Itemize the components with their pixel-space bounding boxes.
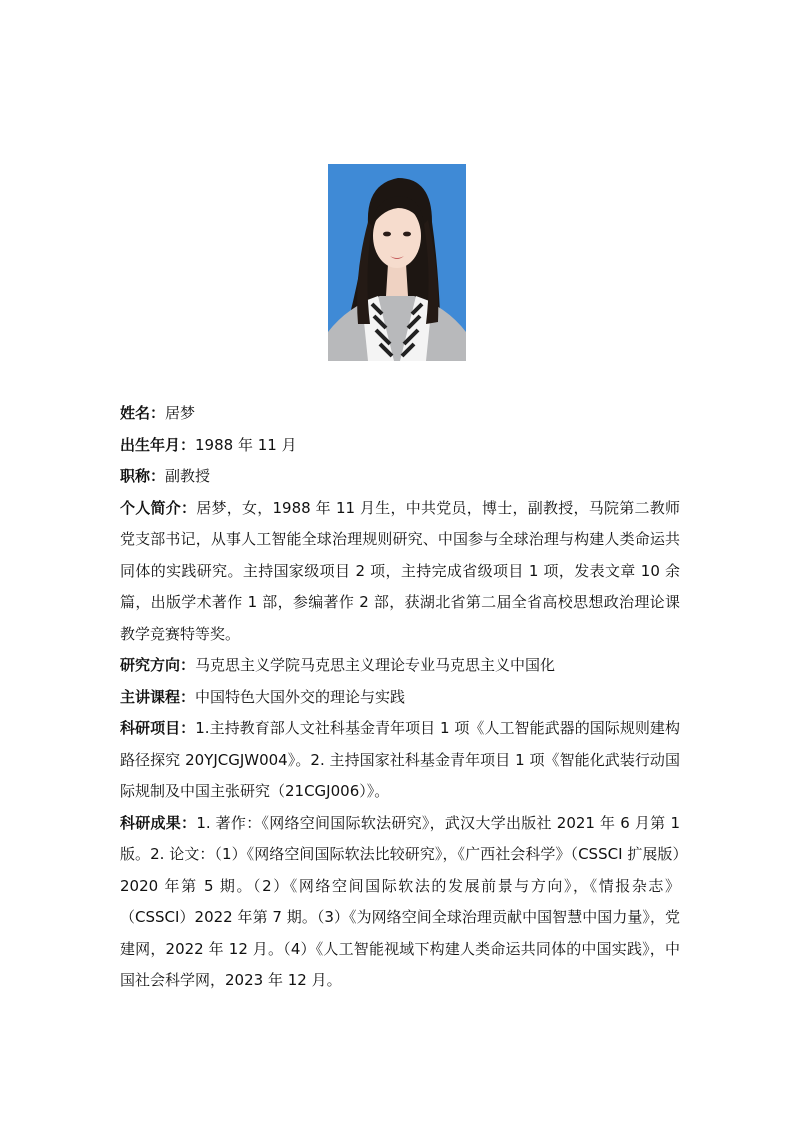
name-label: 姓名： — [120, 404, 166, 422]
bio-paragraph — [120, 493, 680, 651]
research-row — [120, 650, 680, 682]
research-value: 马克思主义学院马克思主义理论专业马克思主义中国化 — [195, 656, 556, 674]
results-label: 科研成果： — [120, 813, 197, 832]
bio-label: 个人简介： — [120, 498, 197, 517]
projects-paragraph — [120, 713, 680, 808]
title-row — [120, 461, 680, 493]
name-value: 居梦 — [165, 404, 196, 422]
portrait-illustration — [328, 164, 466, 361]
profile-content — [120, 398, 680, 997]
course-row — [120, 682, 680, 714]
projects-label: 科研项目： — [120, 719, 196, 737]
title-label: 职称： — [120, 467, 166, 485]
portrait-photo — [328, 164, 466, 361]
results-text: 1. 著作：《网络空间国际软法研究》，武汉大学出版社 2021 年 6 月第 1 版。2. 论文：（1）《网络空间国际软法比较研究》，《广西社会科学》（CSSCI 扩展版）2020 年第 5 期。（2）《网络空间国际软法的发展前景与方向》，《情报杂志》（CSSCI）2022 年第 7 期。（3）《为网络空间全球治理贡献中国智慧中国力量》，党建网，2022 年 12 月。（4）《人工智能视域下构建人类命运共同体的中国实践》，中国社会科学网，2023 年 12 月。 — [120, 813, 680, 989]
results-paragraph — [120, 808, 680, 997]
title-value: 副教授 — [165, 467, 211, 485]
birth-row — [120, 430, 680, 462]
name-row — [120, 398, 680, 430]
birth-value: 1988 年 11 月 — [195, 435, 297, 454]
course-label: 主讲课程： — [120, 687, 196, 706]
bio-text: 居梦，女，1988 年 11 月生，中共党员，博士，副教授，马院第二教师党支部书记，从事人工智能全球治理规则研究、中国参与全球治理与构建人类命运共同体的实践研究。主持国家级项目 2 项，主持完成省级项目 1 项，发表文章 10 余篇，出版学术著作 1 部，参编著作 2 部，获湖北省第二届全省高校思想政治理论课教学竞赛特等奖。 — [120, 498, 680, 643]
course-value: 中国特色大国外交的理论与实践 — [195, 687, 406, 706]
research-label: 研究方向： — [120, 656, 196, 674]
birth-label: 出生年月： — [120, 435, 196, 454]
projects-text: 1.主持教育部人文社科基金青年项目 1 项《人工智能武器的国际规则建构路径探究 20YJCGJW004》。2. 主持国家社科基金青年项目 1 项《智能化武装行动国际规制及中国主张研究（21CGJ006）》。 — [120, 719, 680, 800]
